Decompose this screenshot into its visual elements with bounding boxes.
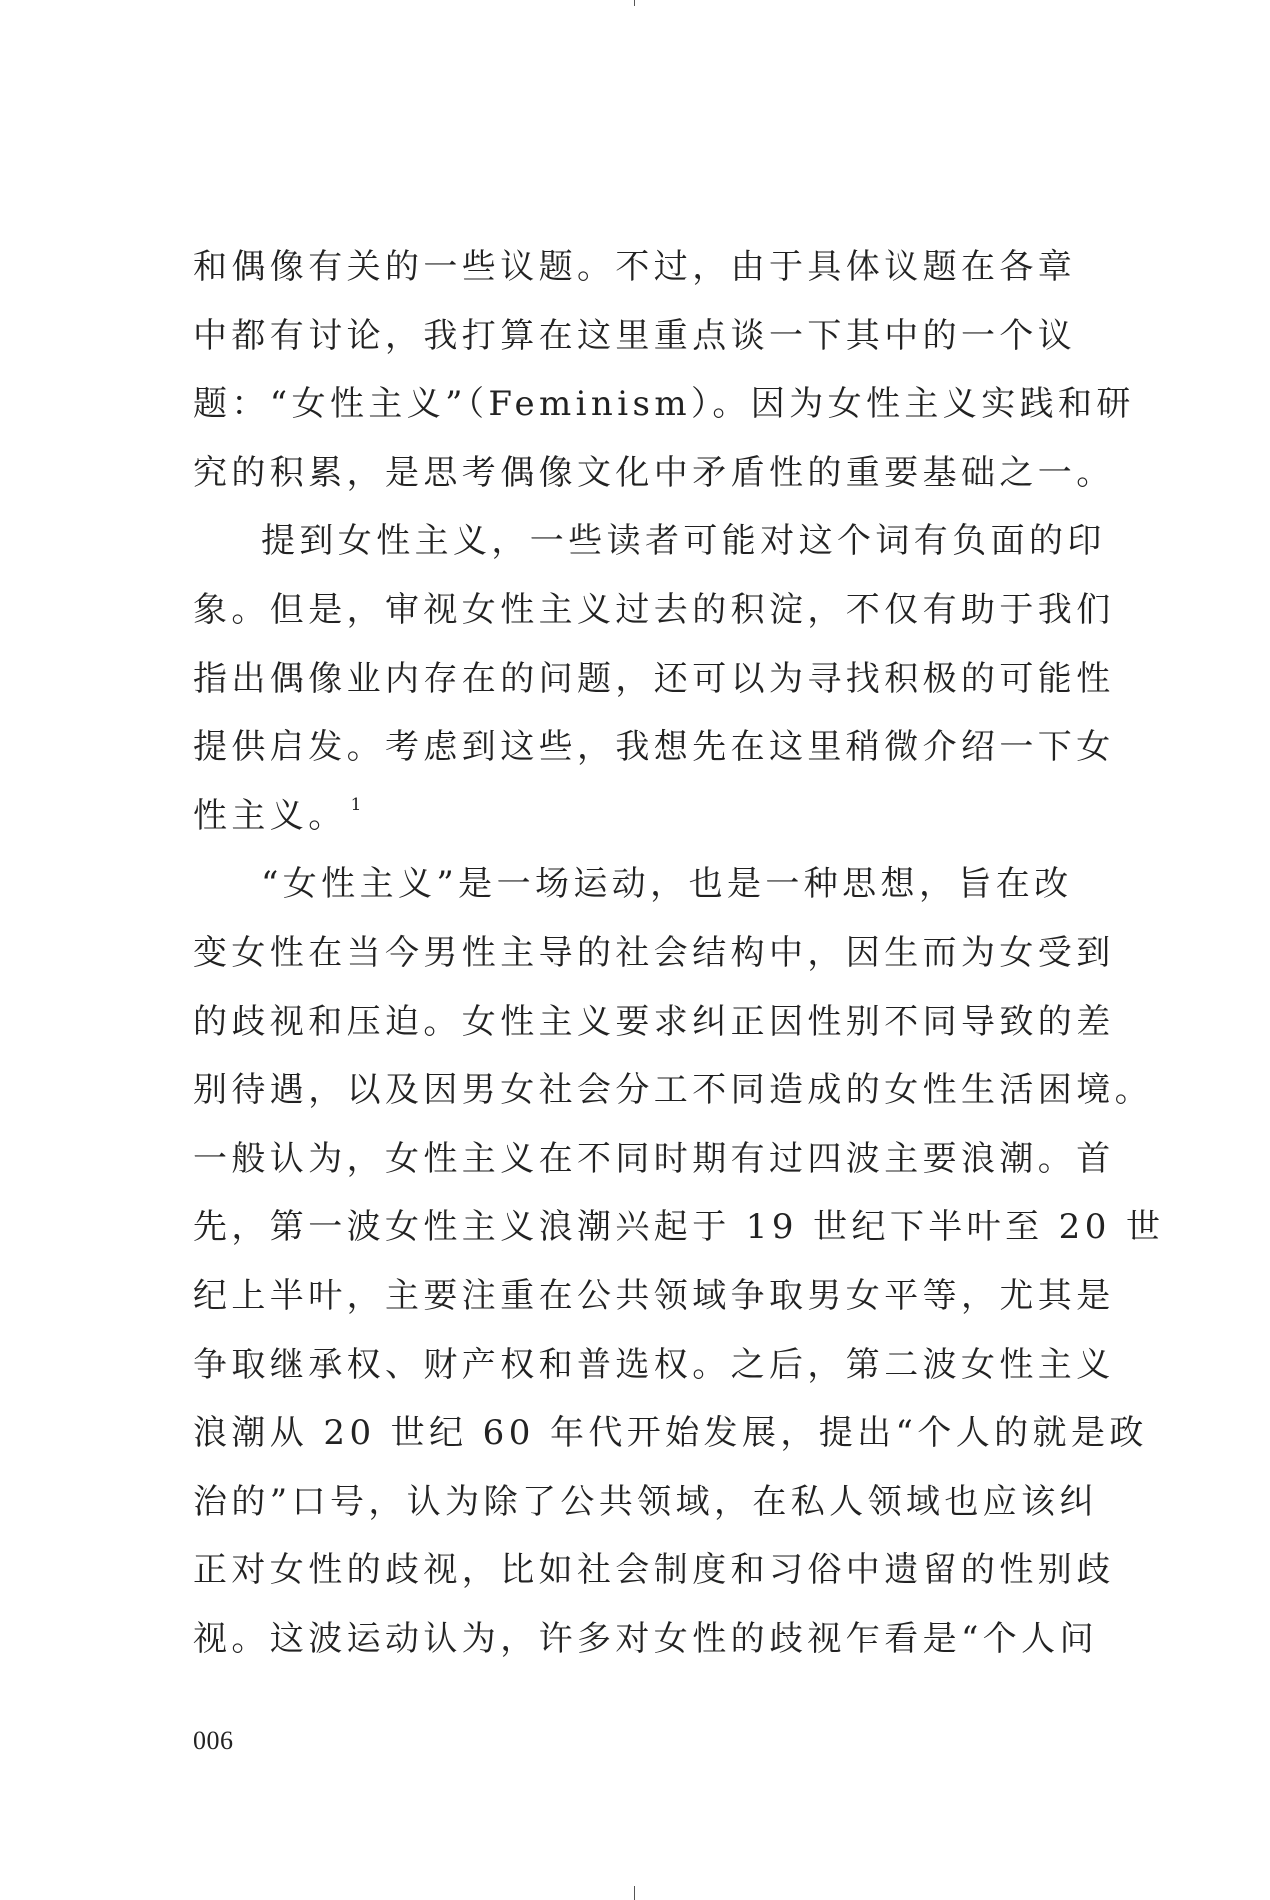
body-text xyxy=(193,233,1165,1673)
text-line: 正对女性的歧视，比如社会制度和习俗中遗留的性别歧 xyxy=(193,1550,1115,1591)
text-line: 提供启发。考虑到这些，我想先在这里稍微介绍一下女 xyxy=(193,727,1115,768)
text-line: 别待遇，以及因男女社会分工不同造成的女性生活困境。 xyxy=(193,1070,1153,1111)
text-line: 象。但是，审视女性主义过去的积淀，不仅有助于我们 xyxy=(193,589,1115,630)
footnote-marker[interactable]: 1 xyxy=(350,795,362,816)
text-line: 究的积累，是思考偶像文化中矛盾性的重要基础之一。 xyxy=(193,452,1115,493)
text-line: “女性主义”是一场运动，也是一种思想，旨在改 xyxy=(261,864,1073,905)
text-line: 视。这波运动认为，许多对女性的歧视乍看是“个人问 xyxy=(193,1618,1098,1659)
text-line: 题：“女性主义”（Feminism）。因为女性主义实践和研 xyxy=(193,384,1135,425)
text-line: 治的”口号，认为除了公共领域，在私人领域也应该纠 xyxy=(193,1481,1098,1522)
crop-mark-bottom xyxy=(634,1886,635,1900)
text-line: 先，第一波女性主义浪潮兴起于 19 世纪下半叶至 20 世 xyxy=(193,1207,1165,1248)
text-line: 的歧视和压迫。女性主义要求纠正因性别不同导致的差 xyxy=(193,1001,1115,1042)
text-line: 纪上半叶，主要注重在公共领域争取男女平等，尤其是 xyxy=(193,1275,1115,1316)
crop-mark-top xyxy=(634,0,635,6)
text-line-with-footnote xyxy=(193,782,1023,851)
page-number: 006 xyxy=(193,1726,234,1755)
text-line: 性主义。 xyxy=(193,795,347,836)
text-line: 提到女性主义，一些读者可能对这个词有负面的印 xyxy=(261,521,1106,562)
text-line: 一般认为，女性主义在不同时期有过四波主要浪潮。首 xyxy=(193,1138,1115,1179)
text-line: 中都有讨论，我打算在这里重点谈一下其中的一个议 xyxy=(193,315,1077,356)
text-line: 浪潮从 20 世纪 60 年代开始发展，提出“个人的就是政 xyxy=(193,1413,1148,1454)
text-line: 和偶像有关的一些议题。不过，由于具体议题在各章 xyxy=(193,247,1077,287)
text-line: 指出偶像业内存在的问题，还可以为寻找积极的可能性 xyxy=(193,658,1115,699)
text-line: 变女性在当今男性主导的社会结构中，因生而为女受到 xyxy=(193,932,1115,973)
text-line: 争取继承权、财产权和普选权。之后，第二波女性主义 xyxy=(193,1344,1115,1385)
